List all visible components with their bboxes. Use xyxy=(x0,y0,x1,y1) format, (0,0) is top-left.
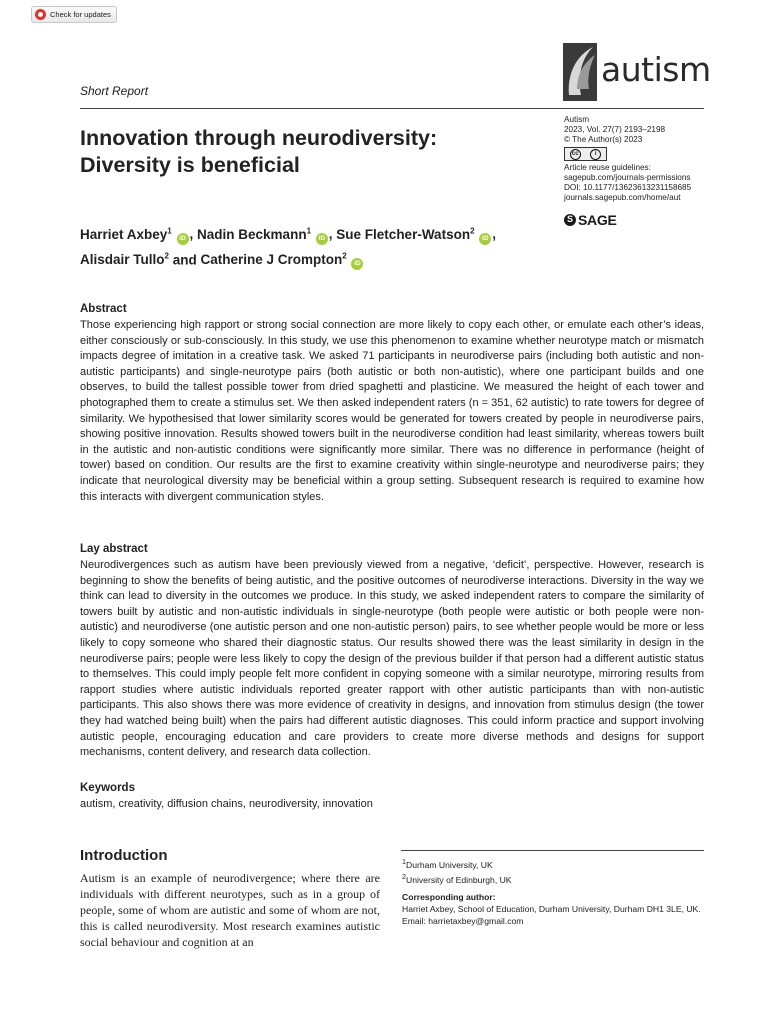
affiliation-rule xyxy=(401,850,704,851)
corresponding-author-address: Harriet Axbey, School of Education, Durham University, Durham DH1 3LE, UK. xyxy=(402,904,701,915)
reuse-link[interactable]: sagepub.com/journals-permissions xyxy=(564,173,691,182)
author[interactable]: Alisdair Tullo$^2$ xyxy=(80,251,169,267)
journal-name: Autism xyxy=(564,115,590,124)
author[interactable]: Sue Fletcher-Watson$^2$ xyxy=(336,226,475,242)
check-for-updates-badge[interactable] xyxy=(31,6,117,23)
cc-license-badge[interactable] xyxy=(564,147,607,161)
orcid-icon[interactable]: iD xyxy=(479,233,491,245)
orcid-icon[interactable]: iD xyxy=(316,233,328,245)
orcid-icon[interactable]: iD xyxy=(177,233,189,245)
orcid-icon[interactable]: iD xyxy=(351,258,363,270)
check-for-updates-label: Check for updates xyxy=(50,10,111,19)
header-rule xyxy=(80,108,704,109)
abstract-heading: Abstract xyxy=(80,303,127,315)
journal-meta xyxy=(564,115,734,203)
corresponding-author-email[interactable]: Email: harrietaxbey@gmail.com xyxy=(402,915,524,926)
doi-link[interactable]: DOI: 10.1177/13623613231158685 xyxy=(564,183,692,192)
author[interactable]: Catherine J Crompton$^2$ xyxy=(200,251,347,267)
article-title xyxy=(80,125,520,179)
article-type: Short Report xyxy=(80,84,149,98)
title-line-1: Innovation through neurodiversity: xyxy=(80,126,438,150)
journal-homepage-link[interactable]: journals.sagepub.com/home/aut xyxy=(564,193,681,202)
cc-icon: cc xyxy=(570,149,581,160)
crossmark-icon xyxy=(35,9,46,20)
abstract-text: Those experiencing high rapport or strong social connection are more likely to copy each other, or emulate each other’s ideas, either consciously or sub-consciously. In this study, we use this phenomenon to examine whether neurotype match or mismatch impacts degree of imitation in a creative task. We asked 71 participants in neurodiverse pairs (including both autistic and non-autistic participants) and single-neurotype pairs (both autistic or both non-autistic), where one participant builds and one observes, to build the tallest possible tower from dried spaghetti and plasticine. We measured the height of each tower and photographed them to create a stimulus set. We then asked independent raters (n = 351, 62 autistic) to rate towers for degree of similarity. We hypothesised that lower similarity scores would be generated for towers created by people in neurodiverse pairs, showing positive innovation. Results showed towers built in the neurodiverse condition had least similarity, whereas towers built in the autistic and non-autistic conditions were significantly more similar. There was no difference in performance (height of tower) based on condition. Our results are the first to examine creativity within single-neurotype and neurodiverse pairs; they indicate that neurological diversity may be beneficial within a group setting. Subsequent research is required to examine how this interacts with divergent communication styles. xyxy=(80,319,704,503)
title-line-2: Diversity is beneficial xyxy=(80,153,300,177)
author[interactable]: Nadin Beckmann$^1$ xyxy=(197,226,312,242)
introduction-text: Autism is an example of neurodivergence; where there are individuals with different neurotypes, such as in a group of people, some of whom are autistic and some of whom are not, this is called neurodiversity. Most research examines autistic social behaviour and cognition at an xyxy=(80,871,380,949)
publisher-name: SAGE xyxy=(578,212,617,228)
affiliation-1: $^1$Durham University, UK xyxy=(402,858,493,870)
copyright-line: © The Author(s) 2023 xyxy=(564,135,643,144)
lay-abstract-heading: Lay abstract xyxy=(80,543,148,555)
corresponding-author-label: Corresponding author: xyxy=(402,892,496,903)
introduction-heading: Introduction xyxy=(80,847,168,864)
logo-wordmark: autism xyxy=(601,50,711,89)
keywords-heading: Keywords xyxy=(80,782,135,794)
lay-abstract-text: Neurodivergences such as autism have been previously viewed from a negative, ‘deficit’, perspective. However, research is beginning to show the benefits of being autistic, and the positive outcomes of neurodiverse interactions. Diversity in the way we think can lead to diversity in the outcomes we produce. In this study, we asked independent raters to compare the similarity of towers built by autistic and non-autistic individuals in single-neurotype (both people were autistic or both people were non-autistic) and neurodiverse (one autistic person and one non-autistic person) pairs, to see whether people would be more or less likely to copy someone who shared their diagnostic status. Our results showed there was the least similarity in design in the neurodiverse pairs; people were less likely to copy the design of the previous builder if that person had a different autistic status to themselves. This could imply people felt more confident in copying someone with a similar neurotype, mirroring results from rapport studies where autistic individuals reported greater rapport with other autistic participants than with non-autistic participants. This also shows there was more evidence of creativity in designs, and innovation from stimulus design (the tower they had watched being built) when the pairs had different autistic diagnoses. This could inform practice and support involving autistic people, encouraging education and care providers to create more diverse methods and designs for support mechanisms, content delivery, and research data collection. xyxy=(80,559,704,759)
volume-line: 2023, Vol. 27(7) 2193–2198 xyxy=(564,125,666,134)
affiliation-2: $^2$University of Edinburgh, UK xyxy=(402,872,512,885)
keywords-text: autism, creativity, diffusion chains, neurodiversity, innovation xyxy=(80,798,373,810)
author-list: Harriet Axbey$^1$ iD , Nadin Beckmann$^1$ iD , Sue Fletcher-Watson$^2$ iD , Alisdair Tullo$^2$ and Catherine J Crompton$^2$ iD xyxy=(80,220,580,271)
affiliations xyxy=(402,857,704,928)
by-icon: i xyxy=(590,149,601,160)
author[interactable]: Harriet Axbey$^1$ xyxy=(80,226,172,242)
reuse-label: Article reuse guidelines: xyxy=(564,163,651,172)
